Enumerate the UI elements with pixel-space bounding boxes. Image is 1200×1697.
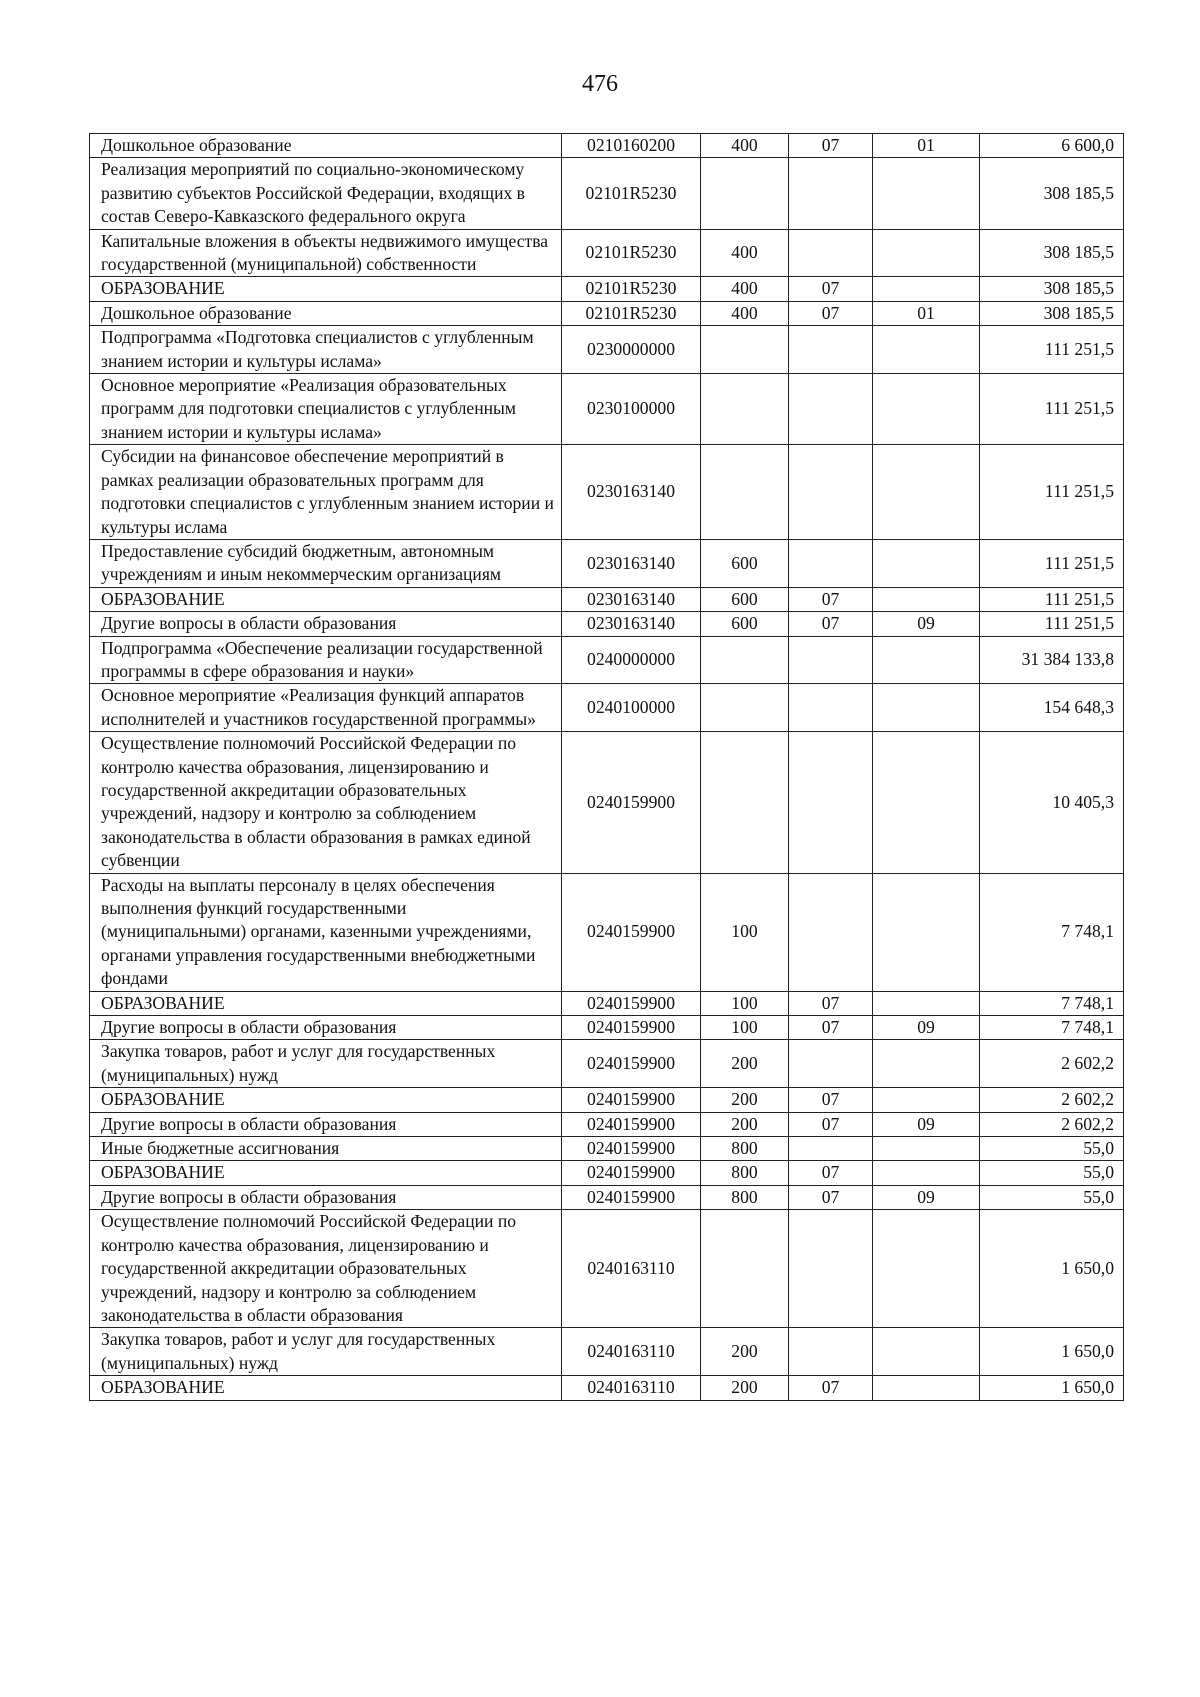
row-section-cell (789, 1137, 873, 1161)
row-name-cell: ОБРАЗОВАНИЕ (90, 1088, 562, 1112)
table-row (90, 1040, 1124, 1088)
row-code-cell: 0230163140 (562, 445, 701, 540)
row-amount-cell: 31 384 133,8 (980, 636, 1124, 684)
row-name-cell: ОБРАЗОВАНИЕ (90, 1376, 562, 1400)
row-expense-type-cell (701, 158, 789, 229)
row-amount-cell: 111 251,5 (980, 587, 1124, 611)
table-row (90, 873, 1124, 991)
row-name-cell: Капитальные вложения в объекты недвижимого имущества государственной (муниципальной) собственности (90, 229, 562, 277)
row-expense-type-cell: 800 (701, 1137, 789, 1161)
row-subsection-cell (873, 873, 980, 991)
row-code-cell: 0230163140 (562, 612, 701, 636)
row-subsection-cell (873, 1328, 980, 1376)
row-expense-type-cell: 200 (701, 1112, 789, 1136)
page-number: 476 (582, 71, 618, 97)
row-section-cell (789, 158, 873, 229)
row-subsection-cell (873, 277, 980, 301)
budget-table (89, 133, 1124, 1401)
row-expense-type-cell (701, 636, 789, 684)
row-amount-cell: 7 748,1 (980, 991, 1124, 1015)
row-expense-type-cell: 100 (701, 991, 789, 1015)
row-amount-cell: 111 251,5 (980, 445, 1124, 540)
row-subsection-cell (873, 229, 980, 277)
row-section-cell (789, 1210, 873, 1328)
row-section-cell: 07 (789, 301, 873, 325)
row-name-cell: ОБРАЗОВАНИЕ (90, 1161, 562, 1185)
row-section-cell (789, 873, 873, 991)
table-row (90, 374, 1124, 445)
row-amount-cell: 1 650,0 (980, 1328, 1124, 1376)
table-row (90, 134, 1124, 158)
row-name-cell: ОБРАЗОВАНИЕ (90, 991, 562, 1015)
table-row (90, 636, 1124, 684)
row-expense-type-cell: 200 (701, 1328, 789, 1376)
table-row (90, 1137, 1124, 1161)
row-name-cell: Реализация мероприятий по социально-экономическому развитию субъектов Российской Федерации, входящих в состав Северо-Кавказского федерального округа (90, 158, 562, 229)
row-amount-cell: 7 748,1 (980, 873, 1124, 991)
table-row (90, 1161, 1124, 1185)
row-name-cell: Другие вопросы в области образования (90, 1016, 562, 1040)
row-expense-type-cell: 400 (701, 301, 789, 325)
row-subsection-cell (873, 158, 980, 229)
row-code-cell: 0240159900 (562, 1088, 701, 1112)
row-amount-cell: 7 748,1 (980, 1016, 1124, 1040)
row-code-cell: 0240159900 (562, 1161, 701, 1185)
row-subsection-cell (873, 587, 980, 611)
table-row (90, 277, 1124, 301)
table-body (90, 134, 1124, 1401)
row-amount-cell: 111 251,5 (980, 612, 1124, 636)
row-code-cell: 0240159900 (562, 732, 701, 873)
row-expense-type-cell: 100 (701, 1016, 789, 1040)
row-name-cell: Другие вопросы в области образования (90, 1112, 562, 1136)
row-section-cell: 07 (789, 1185, 873, 1209)
row-subsection-cell (873, 326, 980, 374)
row-name-cell: Предоставление субсидий бюджетным, автономным учреждениям и иным некоммерческим организациям (90, 539, 562, 587)
row-expense-type-cell: 800 (701, 1185, 789, 1209)
table-row (90, 229, 1124, 277)
row-code-cell: 0240159900 (562, 873, 701, 991)
row-expense-type-cell: 600 (701, 539, 789, 587)
row-subsection-cell (873, 1376, 980, 1400)
table-row (90, 445, 1124, 540)
row-section-cell: 07 (789, 1112, 873, 1136)
row-amount-cell: 111 251,5 (980, 539, 1124, 587)
table-row (90, 1185, 1124, 1209)
row-amount-cell: 308 185,5 (980, 301, 1124, 325)
row-name-cell: ОБРАЗОВАНИЕ (90, 277, 562, 301)
table-row (90, 1016, 1124, 1040)
row-amount-cell: 308 185,5 (980, 277, 1124, 301)
row-amount-cell: 55,0 (980, 1161, 1124, 1185)
row-subsection-cell: 01 (873, 301, 980, 325)
row-code-cell: 0230163140 (562, 587, 701, 611)
row-amount-cell: 1 650,0 (980, 1376, 1124, 1400)
row-expense-type-cell: 600 (701, 587, 789, 611)
row-amount-cell: 55,0 (980, 1185, 1124, 1209)
row-expense-type-cell: 400 (701, 134, 789, 158)
row-expense-type-cell: 600 (701, 612, 789, 636)
table-row (90, 326, 1124, 374)
row-expense-type-cell: 400 (701, 229, 789, 277)
table-row (90, 1328, 1124, 1376)
row-expense-type-cell: 200 (701, 1376, 789, 1400)
row-amount-cell: 111 251,5 (980, 326, 1124, 374)
row-subsection-cell: 09 (873, 1112, 980, 1136)
row-code-cell: 0240159900 (562, 1112, 701, 1136)
row-name-cell: ОБРАЗОВАНИЕ (90, 587, 562, 611)
row-name-cell: Другие вопросы в области образования (90, 1185, 562, 1209)
row-section-cell: 07 (789, 277, 873, 301)
row-expense-type-cell (701, 1210, 789, 1328)
row-name-cell: Осуществление полномочий Российской Федерации по контролю качества образования, лицензированию и государственной аккредитации образовательных учреждений, надзору и контролю за соблюдением законодательства в области образования (90, 1210, 562, 1328)
row-code-cell: 0230000000 (562, 326, 701, 374)
row-expense-type-cell: 200 (701, 1088, 789, 1112)
row-code-cell: 0240159900 (562, 1137, 701, 1161)
table-row (90, 1210, 1124, 1328)
row-section-cell (789, 636, 873, 684)
row-name-cell: Расходы на выплаты персоналу в целях обеспечения выполнения функций государственными (муниципальными) органами, казенными учреждениями, органами управления государственными внебюджетными фондами (90, 873, 562, 991)
row-expense-type-cell: 100 (701, 873, 789, 991)
row-section-cell (789, 229, 873, 277)
row-amount-cell: 308 185,5 (980, 229, 1124, 277)
row-section-cell: 07 (789, 1376, 873, 1400)
table-row (90, 1376, 1124, 1400)
table-row (90, 732, 1124, 873)
table-row (90, 587, 1124, 611)
row-section-cell (789, 1040, 873, 1088)
row-code-cell: 02101R5230 (562, 277, 701, 301)
row-section-cell (789, 374, 873, 445)
row-subsection-cell (873, 1210, 980, 1328)
row-amount-cell: 55,0 (980, 1137, 1124, 1161)
row-code-cell: 0230100000 (562, 374, 701, 445)
row-amount-cell: 308 185,5 (980, 158, 1124, 229)
row-code-cell: 0240163110 (562, 1210, 701, 1328)
row-subsection-cell (873, 636, 980, 684)
row-code-cell: 0240159900 (562, 1185, 701, 1209)
row-subsection-cell (873, 991, 980, 1015)
table-row (90, 158, 1124, 229)
table-row (90, 1088, 1124, 1112)
row-amount-cell: 1 650,0 (980, 1210, 1124, 1328)
row-code-cell: 0230163140 (562, 539, 701, 587)
row-subsection-cell (873, 445, 980, 540)
row-name-cell: Подпрограмма «Подготовка специалистов с углубленным знанием истории и культуры ислама» (90, 326, 562, 374)
row-section-cell (789, 445, 873, 540)
row-code-cell: 0240100000 (562, 684, 701, 732)
row-expense-type-cell: 200 (701, 1040, 789, 1088)
row-amount-cell: 2 602,2 (980, 1040, 1124, 1088)
row-code-cell: 02101R5230 (562, 158, 701, 229)
table-row (90, 539, 1124, 587)
row-name-cell: Осуществление полномочий Российской Федерации по контролю качества образования, лицензированию и государственной аккредитации образовательных учреждений, надзору и контролю за соблюдением законодательства в области образования в рамках единой субвенции (90, 732, 562, 873)
row-subsection-cell: 01 (873, 134, 980, 158)
row-amount-cell: 10 405,3 (980, 732, 1124, 873)
row-section-cell (789, 732, 873, 873)
row-code-cell: 0240159900 (562, 1040, 701, 1088)
row-name-cell: Закупка товаров, работ и услуг для государственных (муниципальных) нужд (90, 1328, 562, 1376)
row-expense-type-cell: 400 (701, 277, 789, 301)
row-subsection-cell (873, 1137, 980, 1161)
row-name-cell: Субсидии на финансовое обеспечение мероприятий в рамках реализации образовательных программ для подготовки специалистов с углубленным знанием истории и культуры ислама (90, 445, 562, 540)
row-code-cell: 0240163110 (562, 1376, 701, 1400)
row-name-cell: Закупка товаров, работ и услуг для государственных (муниципальных) нужд (90, 1040, 562, 1088)
row-amount-cell: 111 251,5 (980, 374, 1124, 445)
row-name-cell: Основное мероприятие «Реализация образовательных программ для подготовки специалистов с углубленным знанием истории и культуры ислама» (90, 374, 562, 445)
row-code-cell: 0240163110 (562, 1328, 701, 1376)
table-row (90, 301, 1124, 325)
row-section-cell (789, 1328, 873, 1376)
row-expense-type-cell: 800 (701, 1161, 789, 1185)
row-expense-type-cell (701, 326, 789, 374)
row-section-cell: 07 (789, 1016, 873, 1040)
row-section-cell: 07 (789, 587, 873, 611)
row-code-cell: 0240159900 (562, 991, 701, 1015)
row-section-cell: 07 (789, 991, 873, 1015)
row-subsection-cell (873, 1040, 980, 1088)
row-section-cell: 07 (789, 1161, 873, 1185)
row-expense-type-cell (701, 374, 789, 445)
row-section-cell (789, 539, 873, 587)
row-section-cell: 07 (789, 134, 873, 158)
table-row (90, 991, 1124, 1015)
row-code-cell: 0240159900 (562, 1016, 701, 1040)
table-row (90, 1112, 1124, 1136)
row-subsection-cell: 09 (873, 1016, 980, 1040)
row-subsection-cell: 09 (873, 1185, 980, 1209)
row-section-cell (789, 326, 873, 374)
row-subsection-cell (873, 1161, 980, 1185)
row-subsection-cell (873, 374, 980, 445)
row-subsection-cell (873, 732, 980, 873)
row-code-cell: 02101R5230 (562, 301, 701, 325)
row-section-cell (789, 684, 873, 732)
row-amount-cell: 6 600,0 (980, 134, 1124, 158)
row-code-cell: 02101R5230 (562, 229, 701, 277)
row-expense-type-cell (701, 684, 789, 732)
row-subsection-cell (873, 684, 980, 732)
table-row (90, 684, 1124, 732)
row-section-cell: 07 (789, 1088, 873, 1112)
row-code-cell: 0240000000 (562, 636, 701, 684)
row-name-cell: Другие вопросы в области образования (90, 612, 562, 636)
row-subsection-cell (873, 1088, 980, 1112)
row-expense-type-cell (701, 445, 789, 540)
row-name-cell: Подпрограмма «Обеспечение реализации государственной программы в сфере образования и науки» (90, 636, 562, 684)
row-amount-cell: 154 648,3 (980, 684, 1124, 732)
row-code-cell: 0210160200 (562, 134, 701, 158)
row-amount-cell: 2 602,2 (980, 1112, 1124, 1136)
table-row (90, 612, 1124, 636)
row-section-cell: 07 (789, 612, 873, 636)
row-subsection-cell (873, 539, 980, 587)
row-name-cell: Иные бюджетные ассигнования (90, 1137, 562, 1161)
row-expense-type-cell (701, 732, 789, 873)
row-subsection-cell: 09 (873, 612, 980, 636)
row-name-cell: Дошкольное образование (90, 301, 562, 325)
row-name-cell: Дошкольное образование (90, 134, 562, 158)
row-name-cell: Основное мероприятие «Реализация функций аппаратов исполнителей и участников государственной программы» (90, 684, 562, 732)
row-amount-cell: 2 602,2 (980, 1088, 1124, 1112)
